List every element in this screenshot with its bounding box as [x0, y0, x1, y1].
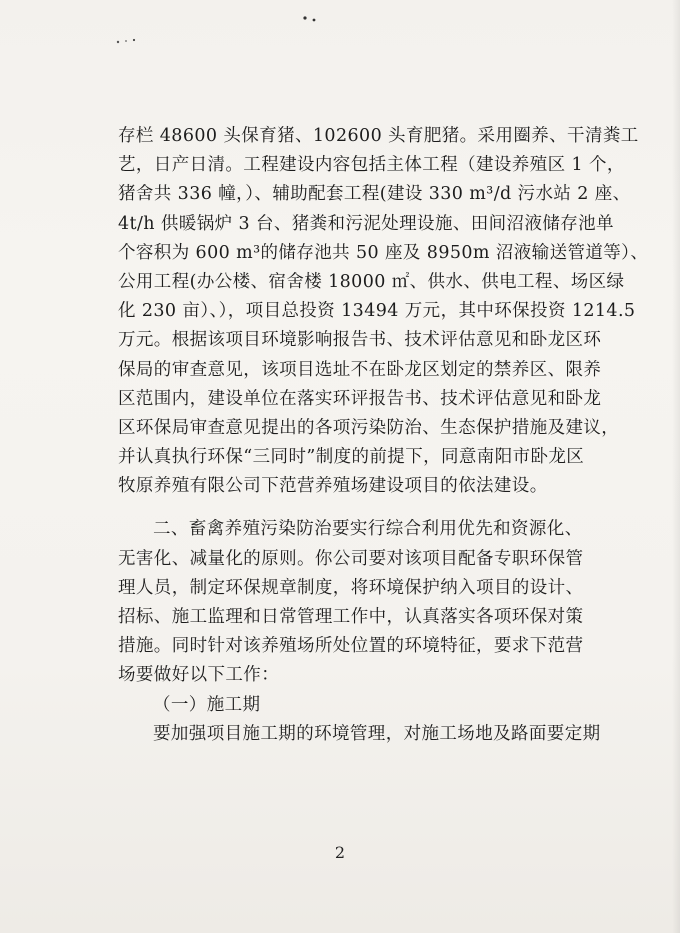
text-line: 理人员，制定环保规章制度，将环境保护纳入项目的设计、: [118, 577, 584, 598]
document-body: [118, 122, 649, 749]
section-heading-construction: （一）施工期: [153, 694, 261, 715]
text-line: 措施。同时针对该养殖场所处位置的环境特征，要求下范营: [118, 636, 584, 657]
text-line: 猪舍共 336 幢，）、辅助配套工程(建设 330 m³/d 污水站 2 座、: [118, 184, 631, 205]
page-edge-shadow: [672, 0, 680, 933]
text-line: 万元。根据该项目环境影响报告书、技术评估意见和卧龙区环: [118, 330, 602, 351]
text-line: 并认真执行环保“三同时”制度的前提下，同意南阳市卧龙区: [118, 447, 585, 468]
text-line: 场要做好以下工作：: [118, 665, 280, 686]
text-line: 无害化、减量化的原则。你公司要对该项目配备专职环保管: [118, 548, 584, 569]
text-line: 保局的审查意见，该项目选址不在卧龙区划定的禁养区、限养: [118, 359, 602, 380]
text-line: 区范围内，建设单位在落实环评报告书、技术评估意见和卧龙: [118, 388, 602, 409]
text-line: 公用工程(办公楼、宿舍楼 18000 ㎡、供水、供电工程、场区绿: [118, 271, 625, 292]
text-line: 牧原养殖有限公司下范营养殖场建设项目的依法建设。: [118, 476, 548, 497]
scan-specks-decoration: [110, 14, 350, 54]
paragraph-construction: [118, 720, 601, 749]
text-line: 招标、施工监理和日常管理工作中，认真落实各项环保对策: [118, 607, 584, 627]
text-line: 存栏 48600 头保育猪、102600 头育肥猪。采用圈养、干清粪工: [118, 126, 639, 146]
text-line: 区环保局审查意见提出的各项污染防治、生态保护措施及建议，: [118, 417, 620, 438]
paragraph-pollution-control: [118, 515, 588, 690]
text-line: 二、畜禽养殖污染防治要实行综合利用优先和资源化、: [153, 519, 583, 540]
paragraph-spacer: [118, 501, 588, 515]
page-number: 2: [334, 843, 346, 862]
text-line: 要加强项目施工期的环境管理，对施工场地及路面要定期: [153, 723, 601, 744]
text-line: 艺，日产日清。工程建设内容包括主体工程（建设养殖区 1 个，: [118, 155, 625, 176]
text-line: 个容积为 600 m³的储存池共 50 座及 8950m 沼液输送管道等）、: [118, 242, 649, 263]
text-line: 化 230 亩）、），项目总投资 13494 万元，其中环保投资 1214.5: [118, 301, 636, 322]
text-line: 4t/h 供暖锅炉 3 台、猪粪和污泥处理设施、田间沼液储存池单: [118, 213, 614, 234]
paragraph-project-scope: [118, 122, 649, 501]
